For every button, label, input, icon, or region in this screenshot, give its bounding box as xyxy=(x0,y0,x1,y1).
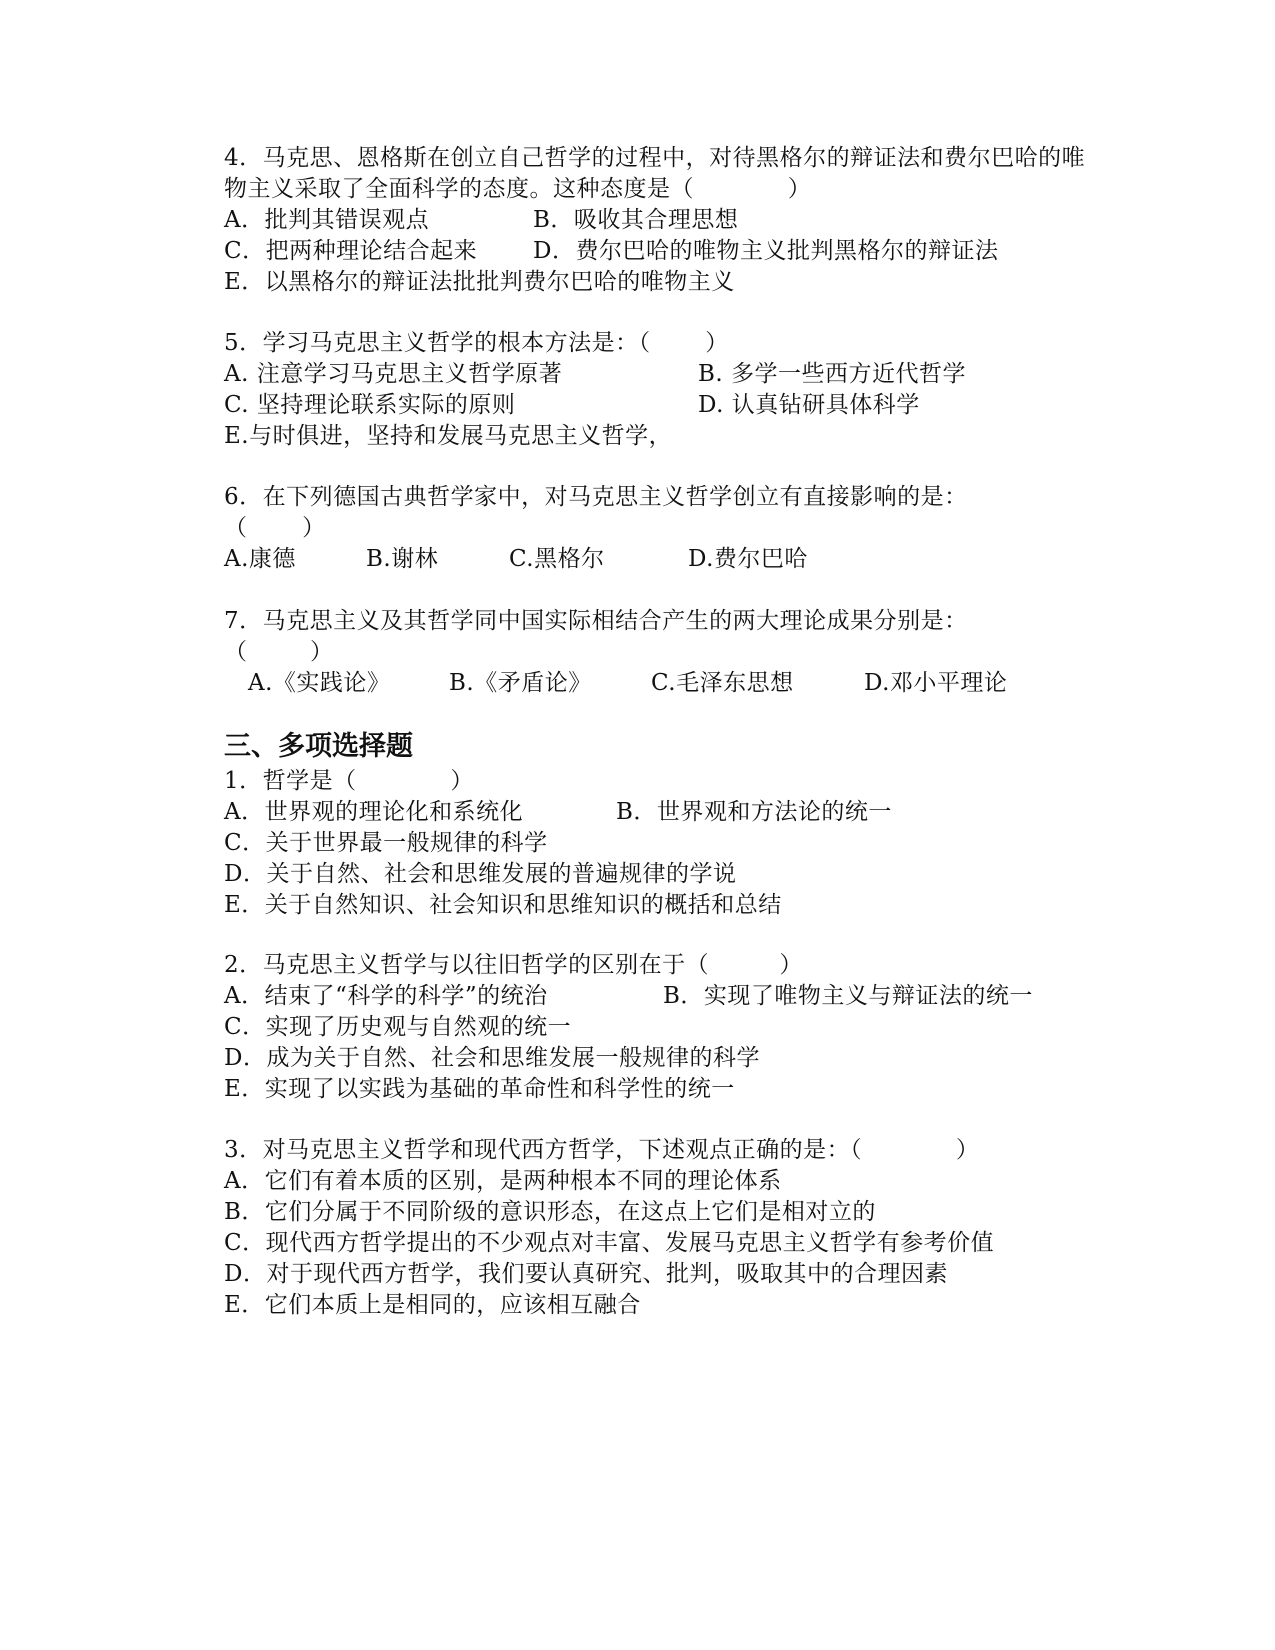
s3-q3-option-a: A．它们有着本质的区别，是两种根本不同的理论体系 xyxy=(224,1168,782,1194)
q7-stem: 7．马克思主义及其哲学同中国实际相结合产生的两大理论成果分别是： xyxy=(224,608,968,634)
q5-option-c: C. 坚持理论联系实际的原则 xyxy=(224,392,516,418)
s3-q3-option-e: E．它们本质上是相同的，应该相互融合 xyxy=(224,1292,641,1318)
s3-q1-option-e: E．关于自然知识、社会知识和思维知识的概括和总结 xyxy=(224,892,782,918)
q4-option-a: A．批判其错误观点 xyxy=(224,207,430,233)
s3-q1-option-b: B．世界观和方法论的统一 xyxy=(616,799,892,825)
q4-option-e: E．以黑格尔的辩证法批批判费尔巴哈的唯物主义 xyxy=(224,269,735,295)
s3-q3-stem: 3．对马克思主义哲学和现代西方哲学，下述观点正确的是：（ ） xyxy=(224,1137,980,1163)
s3-q2-option-e: E．实现了以实践为基础的革命性和科学性的统一 xyxy=(224,1076,735,1102)
s3-q1-stem: 1．哲学是（ ） xyxy=(224,768,474,794)
q6-option-b: B.谢林 xyxy=(366,546,439,572)
q4-stem-line2: 物主义采取了全面科学的态度。这种态度是（ ） xyxy=(224,176,812,202)
q7-option-b: B.《矛盾论》 xyxy=(449,670,592,696)
s3-q2-stem: 2．马克思主义哲学与以往旧哲学的区别在于（ ） xyxy=(224,952,803,978)
q5-option-e: E.与时俱进，坚持和发展马克思主义哲学， xyxy=(224,423,673,449)
q7-option-c: C.毛泽东思想 xyxy=(651,670,794,696)
q5-option-b: B. 多学一些西方近代哲学 xyxy=(698,361,967,387)
s3-q1-option-d: D．关于自然、社会和思维发展的普遍规律的学说 xyxy=(224,861,737,887)
q6-option-a: A.康德 xyxy=(224,546,296,572)
q7-option-d: D.邓小平理论 xyxy=(864,670,1008,696)
q5-stem: 5．学习马克思主义哲学的根本方法是：（ ） xyxy=(224,330,729,356)
s3-q3-option-b: B．它们分属于不同阶级的意识形态，在这点上它们是相对立的 xyxy=(224,1199,876,1225)
q7-option-a: A.《实践论》 xyxy=(248,670,391,696)
q6-answer-paren: （ ） xyxy=(224,515,326,541)
q5-option-a: A. 注意学习马克思主义哲学原著 xyxy=(224,361,563,387)
q4-option-c: C．把两种理论结合起来 xyxy=(224,238,478,264)
q4-option-d: D．费尔巴哈的唯物主义批判黑格尔的辩证法 xyxy=(533,238,999,264)
s3-q3-option-d: D．对于现代西方哲学，我们要认真研究、批判，吸取其中的合理因素 xyxy=(224,1261,948,1287)
q4-stem-line1: 4．马克思、恩格斯在创立自己哲学的过程中，对待黑格尔的辩证法和费尔巴哈的唯 xyxy=(224,145,1086,171)
s3-q2-option-b: B．实现了唯物主义与辩证法的统一 xyxy=(663,983,1033,1009)
q7-answer-paren: （ ） xyxy=(224,639,334,665)
s3-q2-option-c: C．实现了历史观与自然观的统一 xyxy=(224,1014,572,1040)
s3-q2-option-d: D．成为关于自然、社会和思维发展一般规律的科学 xyxy=(224,1045,760,1071)
s3-q3-option-c: C．现代西方哲学提出的不少观点对丰富、发展马克思主义哲学有参考价值 xyxy=(224,1230,995,1256)
q6-option-d: D.费尔巴哈 xyxy=(688,546,808,572)
section-heading: 三、多项选择题 xyxy=(224,731,413,762)
q4-option-b: B．吸收其合理思想 xyxy=(533,207,739,233)
s3-q1-option-a: A．世界观的理论化和系统化 xyxy=(224,799,524,825)
q6-stem: 6．在下列德国古典哲学家中，对马克思主义哲学创立有直接影响的是： xyxy=(224,484,968,510)
q5-option-d: D. 认真钻研具体科学 xyxy=(698,392,920,418)
s3-q1-option-c: C．关于世界最一般规律的科学 xyxy=(224,830,548,856)
q6-option-c: C.黑格尔 xyxy=(509,546,605,572)
s3-q2-option-a: A．结束了“科学的科学”的统治 xyxy=(224,983,548,1009)
